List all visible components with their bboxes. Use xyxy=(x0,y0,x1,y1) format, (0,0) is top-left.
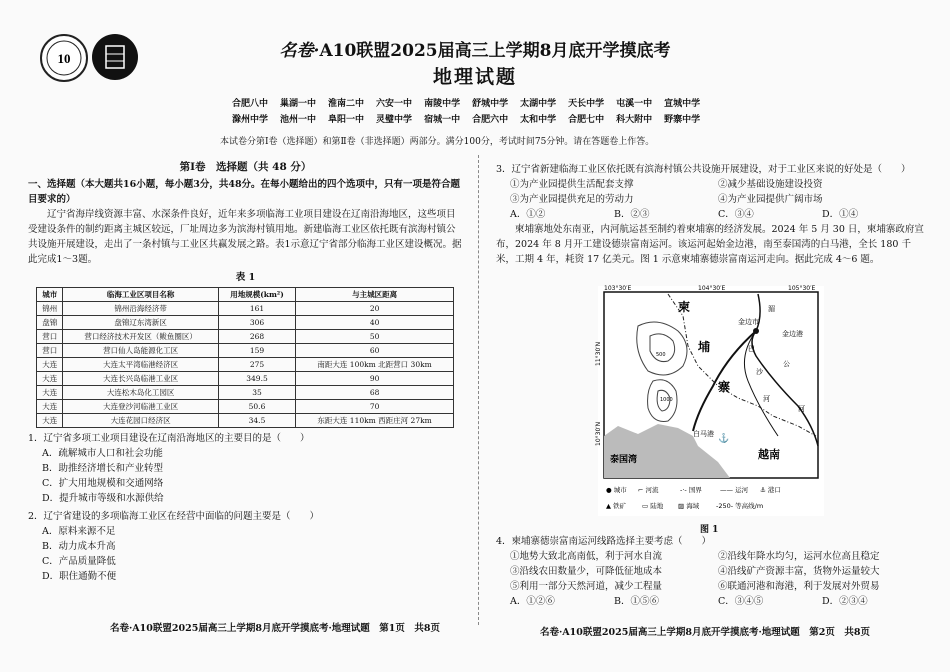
school-name: 太和中学 xyxy=(520,115,557,125)
table-cell: 盘锦辽东湾新区 xyxy=(63,316,218,330)
school-name: 合肥六中 xyxy=(472,115,509,125)
exam-name: A10联盟2025届高三上学期8月底开学摸底考 xyxy=(319,41,671,61)
phnom-penh-city xyxy=(753,328,759,334)
label-region-3: 寨 xyxy=(718,380,731,394)
instruction: 一、选择题（本大题共16小题，每小题3分，共48分。在每小题给出的四个选项中，只有一项是符合题目要求的） xyxy=(28,179,461,205)
table-cell: 268 xyxy=(218,330,295,344)
question-1: 1．辽宁省多项工业项目建设在辽南沿海地区的主要目的是（ ） xyxy=(28,433,310,444)
legend-5: ⚓ 港口 xyxy=(760,486,781,494)
school-list xyxy=(232,96,752,128)
option-item: D．①④ xyxy=(822,209,859,220)
passage-1: 辽宁省海岸线资源丰富、水深条件良好，近年来多项临海工业项目建设在辽南沿海地区，这些项目受建设条件的制约距离主城区较远，厂址周边多为滨海村镇用地。新建临海工业区依托既有滨海村镇公共设施开展建设，走出了一条村镇与工业区共赢发展之路。表1示意辽宁省部分临海工业区建设概况。据此完成1～3题。 xyxy=(28,209,462,265)
table-cell: 20 xyxy=(296,302,454,316)
table-header: 城市 xyxy=(37,288,63,302)
contour-label-1: 500 xyxy=(656,352,666,358)
table-row xyxy=(37,372,454,386)
label-river-2: 公 xyxy=(783,360,790,368)
school-name: 天长中学 xyxy=(568,99,605,109)
question-4: 4．柬埔寨德崇富南运河线路选择主要考虑（ ） xyxy=(496,536,712,547)
option-item: ⑥联通河港和海港，利于发展对外贸易 xyxy=(718,581,880,592)
label-gulf: 泰国湾 xyxy=(610,455,638,465)
table-cell: 大连太平湾临港经济区 xyxy=(63,358,218,372)
option-item: A．原料来源不足 xyxy=(42,526,116,537)
table-cell: 50.6 xyxy=(218,400,295,414)
option-item: ②沿线年降水均匀，运河水位高且稳定 xyxy=(718,551,880,562)
table-row xyxy=(37,330,454,344)
table-cell: 大连长兴岛临港工业区 xyxy=(63,372,218,386)
table-cell: 161 xyxy=(218,302,295,316)
lon-2: 104°30′E xyxy=(698,285,726,292)
school-name: 淮南二中 xyxy=(328,99,365,109)
table-cell: 60 xyxy=(296,344,454,358)
left-column xyxy=(28,160,463,584)
option-item: C．扩大用地规模和交通网络 xyxy=(42,478,164,489)
table-cell: 50 xyxy=(296,330,454,344)
school-name: 舒城中学 xyxy=(472,99,509,109)
school-name: 巢湖一中 xyxy=(280,99,317,109)
table-cell: 275 xyxy=(218,358,295,372)
figure-caption: 图 1 xyxy=(700,525,719,535)
label-river-3: 河 xyxy=(798,405,805,413)
table-cell: 40 xyxy=(296,316,454,330)
legend-1: ● 城市 xyxy=(606,486,627,494)
legend-8: ▨ 海域 xyxy=(678,502,700,510)
table-cell: 大连花园口经济区 xyxy=(63,414,218,428)
option-item: ③为产业园提供充足的劳动力 xyxy=(510,194,634,205)
option-item: C．③④ xyxy=(718,209,754,220)
label-region-2: 埔 xyxy=(698,340,711,354)
question-2: 2．辽宁省建设的多项临海工业区在经营中面临的问题主要是（ ） xyxy=(28,511,320,522)
svg-text:10: 10 xyxy=(57,51,71,66)
table-cell: 68 xyxy=(296,386,454,400)
table-row xyxy=(37,386,454,400)
label-vietnam: 越南 xyxy=(758,448,780,461)
lon-1: 103°30′E xyxy=(604,285,632,292)
table-cell: 35 xyxy=(218,386,295,400)
school-name: 滁州中学 xyxy=(232,115,269,125)
legend-9: -250- 等高线/m xyxy=(716,502,764,510)
section-title: 第Ⅰ卷 选择题（共 48 分） xyxy=(179,161,312,173)
option-item: B．①⑤⑥ xyxy=(614,596,659,607)
legend-4: —— 运河 xyxy=(720,486,749,494)
school-name: 合肥七中 xyxy=(568,115,605,125)
label-phnom-penh: 金边市 xyxy=(738,318,759,326)
passage-2: 柬埔寨地处东南亚，内河航运甚至制约着柬埔寨的经济发展。2024 年 5 月 30 日，柬埔寨政府宣布，2024 年 8 月开工建设德崇富南运河。该运河起始金边港，南至泰国湾的白马港，全长 180 千米，工期 4 年，耗资 17 亿美元。图 1 示意柬埔寨德崇富南运河走向。据此完成 4～6 题。 xyxy=(496,224,924,265)
legend-6: ▲ 铁矿 xyxy=(606,502,627,510)
table-cell: 306 xyxy=(218,316,295,330)
option-item: D．职住通勤不便 xyxy=(42,571,117,582)
label-river-4: 巴 xyxy=(748,345,755,353)
table-row xyxy=(37,358,454,372)
table-cell: 营口 xyxy=(37,330,63,344)
option-item: ①为产业园提供生活配套支撑 xyxy=(510,179,634,190)
lon-3: 105°30′E xyxy=(788,285,816,292)
option-item: B．助推经济增长和产业转型 xyxy=(42,463,163,474)
label-phnom-penh-port: 金边港 xyxy=(782,330,803,338)
option-item: C．产品质量降低 xyxy=(42,556,116,567)
option-item: ①地势大致北高南低，利于河水自流 xyxy=(510,551,663,562)
option-item: A．①② xyxy=(510,209,546,220)
table-row xyxy=(37,344,454,358)
table-cell: 东距大连 110km 西距庄河 27km xyxy=(296,414,454,428)
label-river-5: 沙 xyxy=(756,368,763,376)
option-item: D．②③④ xyxy=(822,596,868,607)
exam-title xyxy=(0,36,950,61)
table-row xyxy=(37,414,454,428)
label-kep-port: 白马港 xyxy=(693,430,714,438)
table-cell: 营口仙人岛能源化工区 xyxy=(63,344,218,358)
school-name: 南陵中学 xyxy=(424,99,461,109)
legend-7: ▭ 陆地 xyxy=(642,502,664,510)
option-item: B．动力成本升高 xyxy=(42,541,116,552)
table-cell: 锦州沿海经济带 xyxy=(63,302,218,316)
table-header: 用地规模(km²) xyxy=(218,288,295,302)
table-cell: 大连 xyxy=(37,372,63,386)
school-name: 池州一中 xyxy=(280,115,317,125)
table-cell: 大连 xyxy=(37,414,63,428)
legend-3: -·- 国界 xyxy=(680,486,702,494)
option-item: ③沿线农田数量少，可降低征地成本 xyxy=(510,566,663,577)
table-row xyxy=(37,400,454,414)
left-footer: 名卷·A10联盟2025届高三上学期8月底开学摸底考·地理试题 第1页 共8页 xyxy=(110,623,440,634)
school-name: 合肥八中 xyxy=(232,99,269,109)
option-item: ④沿线矿产资源丰富，货物外运量较大 xyxy=(718,566,880,577)
school-name: 宣城中学 xyxy=(664,99,701,109)
label-river-6: 河 xyxy=(763,395,770,403)
option-item: A．①②⑥ xyxy=(510,596,555,607)
table-cell: 大连 xyxy=(37,386,63,400)
table-cell: 南距大连 100km 北距营口 30km xyxy=(296,358,454,372)
school-name: 科大附中 xyxy=(616,115,653,125)
option-item: B．②③ xyxy=(614,209,650,220)
column-divider xyxy=(478,155,479,625)
question-3: 3．辽宁省新建临海工业区依托既有滨海村镇公共设施开展建设，对于工业区来说的好处是（ ） xyxy=(496,164,911,175)
table-cell: 大连登沙河临港工业区 xyxy=(63,400,218,414)
label-river-1: 湄 xyxy=(768,305,775,313)
option-item: A．疏解城市人口和社会功能 xyxy=(42,448,163,459)
subject-title: 地理试题 xyxy=(432,66,517,88)
table-row xyxy=(37,302,454,316)
school-name: 宿城一中 xyxy=(424,115,461,125)
option-item: ②减少基础设施建设投资 xyxy=(718,179,823,190)
school-name: 屯溪一中 xyxy=(616,99,653,109)
option-item: ⑤利用一部分天然河道，减少工程量 xyxy=(510,581,663,592)
right-footer: 名卷·A10联盟2025届高三上学期8月底开学摸底考·地理试题 第2页 共8页 xyxy=(540,627,870,638)
anchor-icon: ⚓ xyxy=(718,434,730,444)
table-cell: 34.5 xyxy=(218,414,295,428)
right-column xyxy=(496,162,926,267)
table-cell: 90 xyxy=(296,372,454,386)
lat-1: 11°30′N xyxy=(595,341,602,366)
industrial-zone-table xyxy=(36,287,454,428)
contour-label-2: 1000 xyxy=(660,397,673,403)
option-item: C．③④⑤ xyxy=(718,596,764,607)
table-cell: 159 xyxy=(218,344,295,358)
table-caption: 表 1 xyxy=(235,272,256,283)
school-name: 灵璧中学 xyxy=(376,115,413,125)
exam-note: 本试卷分第Ⅰ卷（选择题）和第Ⅱ卷（非选择题）两部分。满分100分，考试时间75分钟。请在答题卷上作答。 xyxy=(220,137,655,147)
school-name: 野寨中学 xyxy=(664,115,701,125)
table-cell: 锦州 xyxy=(37,302,63,316)
option-item: ④为产业园提供广阔市场 xyxy=(718,194,823,205)
label-region-1: 柬 xyxy=(678,300,691,314)
table-cell: 营口经济技术开发区（鲅鱼圈区） xyxy=(63,330,218,344)
table-cell: 349.5 xyxy=(218,372,295,386)
school-name: 阜阳一中 xyxy=(328,115,365,125)
school-name: 六安一中 xyxy=(376,99,413,109)
school-name: 太湖中学 xyxy=(520,99,557,109)
legend-2: ⌐ 河流 xyxy=(638,486,659,494)
table-cell: 大连 xyxy=(37,400,63,414)
table-cell: 营口 xyxy=(37,344,63,358)
option-item: D．提升城市等级和水源供给 xyxy=(42,493,164,504)
brand-prefix: 名卷· xyxy=(279,41,320,61)
right-column-lower xyxy=(496,534,926,609)
table-header: 临海工业区项目名称 xyxy=(63,288,218,302)
lat-2: 10°30′N xyxy=(595,421,602,446)
table-cell: 70 xyxy=(296,400,454,414)
table-header: 与主城区距离 xyxy=(296,288,454,302)
table-cell: 大连松木岛化工园区 xyxy=(63,386,218,400)
cambodia-canal-map xyxy=(595,285,824,516)
table-cell: 大连 xyxy=(37,358,63,372)
table-row xyxy=(37,316,454,330)
table-cell: 盘锦 xyxy=(37,316,63,330)
